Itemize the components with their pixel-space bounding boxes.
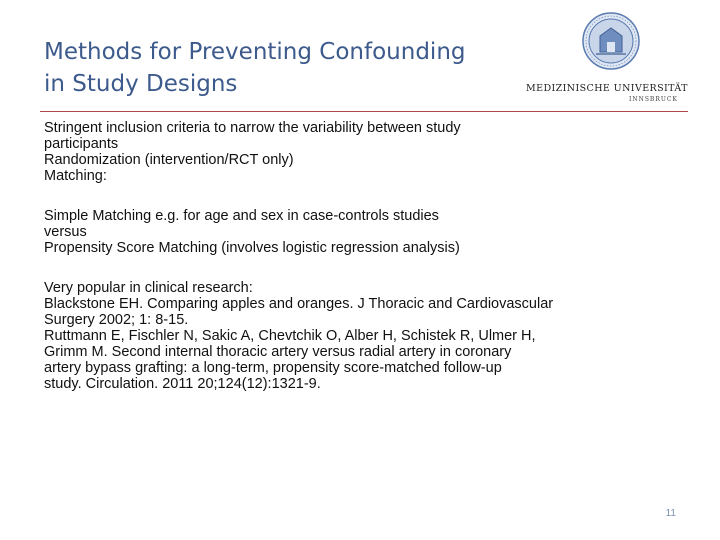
- body-line: Surgery 2002; 1: 8-15.: [44, 312, 189, 328]
- title-line-1: Methods for Preventing Confounding: [44, 39, 466, 65]
- page-number: 11: [665, 508, 676, 519]
- body-line: Ruttmann E, Fischler N, Sakic A, Chevtchik O, Alber H, Schistek R, Ulmer H,: [44, 328, 536, 344]
- body-line: Randomization (intervention/RCT only): [44, 152, 294, 168]
- body-line: Very popular in clinical research:: [44, 280, 253, 296]
- paragraph-matching: [44, 208, 684, 256]
- paragraph-references: [44, 280, 684, 392]
- paragraph-gap: [44, 256, 684, 280]
- logo-city: INNSBRUCK: [628, 96, 678, 103]
- slide-title: [44, 36, 514, 100]
- header-divider: [40, 111, 688, 112]
- body-line: Grimm M. Second internal thoracic artery versus radial artery in coronary: [44, 344, 512, 360]
- university-seal-icon: [582, 12, 640, 70]
- body-line: study. Circulation. 2011 20;124(12):1321-9.: [44, 376, 321, 392]
- body-line: artery bypass grafting: a long-term, propensity score-matched follow-up: [44, 360, 502, 376]
- body-line: Stringent inclusion criteria to narrow the variability between study: [44, 120, 461, 136]
- body-line: Simple Matching e.g. for age and sex in case-controls studies: [44, 208, 439, 224]
- body-line: Blackstone EH. Comparing apples and oranges. J Thoracic and Cardiovascular: [44, 296, 554, 312]
- body-line: participants: [44, 136, 119, 152]
- body-line: Matching:: [44, 168, 107, 184]
- paragraph-gap: [44, 184, 684, 208]
- body-line: Propensity Score Matching (involves logistic regression analysis): [44, 240, 460, 256]
- logo-university-name: MEDIZINISCHE UNIVERSITÄT: [526, 83, 688, 94]
- body-line: versus: [44, 224, 87, 240]
- paragraph-methods: [44, 120, 684, 184]
- university-logo: [526, 12, 686, 104]
- slide-body: [44, 120, 684, 392]
- title-line-2: in Study Designs: [44, 71, 238, 97]
